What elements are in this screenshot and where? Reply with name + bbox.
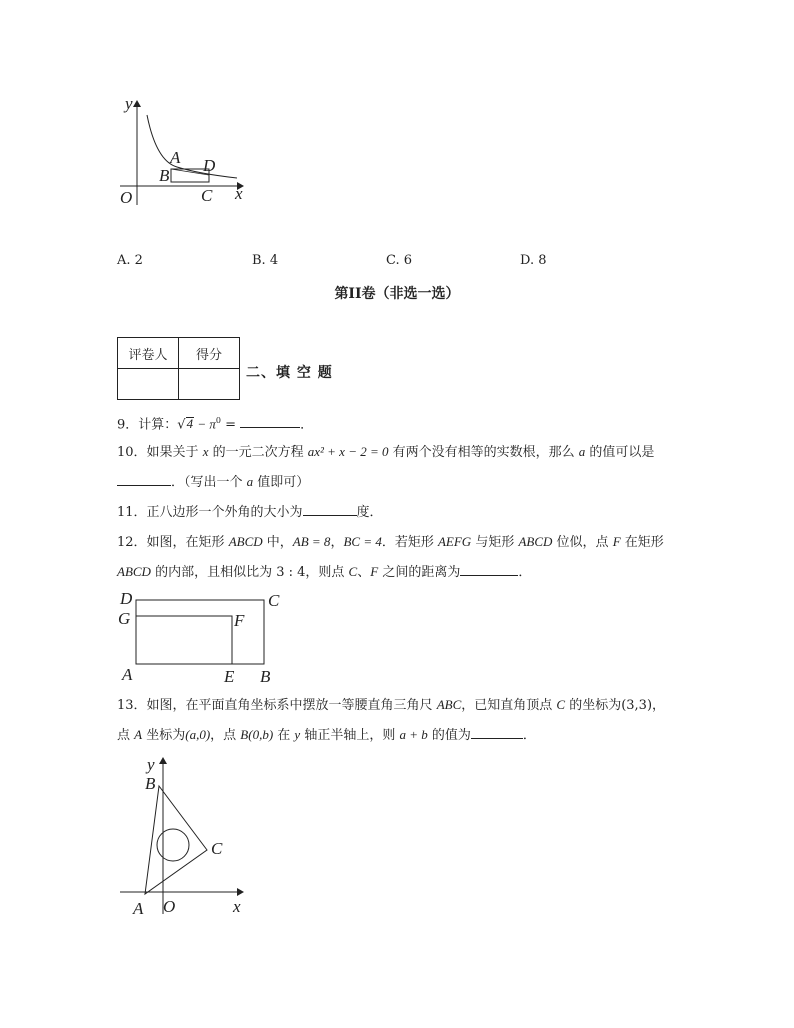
question-13-line1: 13．如图，在平面直角坐标系中摆放一等腰直角三角尺 ABC，已知直角顶点 C 的坐标为(3,3)， xyxy=(117,697,666,713)
grade-cell-reviewer xyxy=(118,369,179,400)
question-11: 11．正八边形一个外角的大小为 度． xyxy=(117,505,383,520)
triangle-hole xyxy=(157,829,189,861)
triangle-abc xyxy=(145,786,207,894)
answer-blank-9[interactable] xyxy=(240,415,300,428)
question-12-line1: 12．如图，在矩形 ABCD 中，AB = 8，BC = 4．若矩形 AEFG 与矩形 ABCD 位似，点 F 在矩形 xyxy=(117,534,664,550)
grade-col-score: 得分 xyxy=(179,338,240,369)
option-a: A. 2 xyxy=(117,253,143,268)
question-10-line2: ．（写出一个 a 值即可） xyxy=(117,473,309,492)
label-a: A xyxy=(133,899,144,918)
label-b: B xyxy=(145,774,156,793)
label-d: D xyxy=(203,156,216,175)
part-title: 二、填 空 题 xyxy=(246,365,333,381)
label-o: O xyxy=(163,897,176,916)
figure-rectangles xyxy=(112,588,292,688)
grade-table xyxy=(117,337,240,400)
rect-aefg xyxy=(136,616,232,664)
figure-hyperbola xyxy=(115,95,250,210)
option-c: C. 6 xyxy=(386,253,413,268)
option-b: B. 4 xyxy=(252,253,279,268)
figure-triangle xyxy=(115,752,255,922)
label-c: C xyxy=(211,839,223,858)
label-d: D xyxy=(120,589,133,608)
question-10-line1: 10．如果关于 x 的一元二次方程 ax² + x − 2 = 0 有两个没有相等的实数根，那么 a 的值可以是 xyxy=(117,444,655,460)
label-x: x xyxy=(233,897,241,916)
question-9: 9．计算：$√4 - \pi^0$ = ． xyxy=(117,416,314,433)
label-a: A xyxy=(170,148,181,167)
answer-blank-13[interactable] xyxy=(471,726,523,739)
label-a: A xyxy=(122,665,133,684)
label-b: B xyxy=(159,166,170,185)
question-12-line2: ABCD 的内部，且相似比为 3 : 4，则点 C、F 之间的距离为 ． xyxy=(117,564,532,580)
label-c: C xyxy=(201,186,213,205)
option-d: D. 8 xyxy=(520,253,547,268)
label-x: x xyxy=(235,184,243,203)
answer-blank-11[interactable] xyxy=(303,503,357,516)
label-f: F xyxy=(234,611,245,630)
label-e: E xyxy=(224,667,235,686)
section-title: 第II卷（非选一选） xyxy=(334,286,460,302)
grade-col-reviewer: 评卷人 xyxy=(118,338,179,369)
label-y: y xyxy=(147,755,155,774)
grade-cell-score xyxy=(179,369,240,400)
label-o: O xyxy=(120,188,133,207)
label-c: C xyxy=(268,591,280,610)
label-g: G xyxy=(118,609,131,628)
answer-blank-10[interactable] xyxy=(117,473,171,486)
label-b: B xyxy=(260,667,271,686)
label-y: y xyxy=(125,95,133,113)
question-13-line2: 点 A 坐标为(a,0)，点 B(0,b) 在 y 轴正半轴上，则 a + b 的值为 ． xyxy=(117,727,536,743)
rect-abcd-large xyxy=(136,600,264,664)
answer-blank-12[interactable] xyxy=(460,563,518,576)
